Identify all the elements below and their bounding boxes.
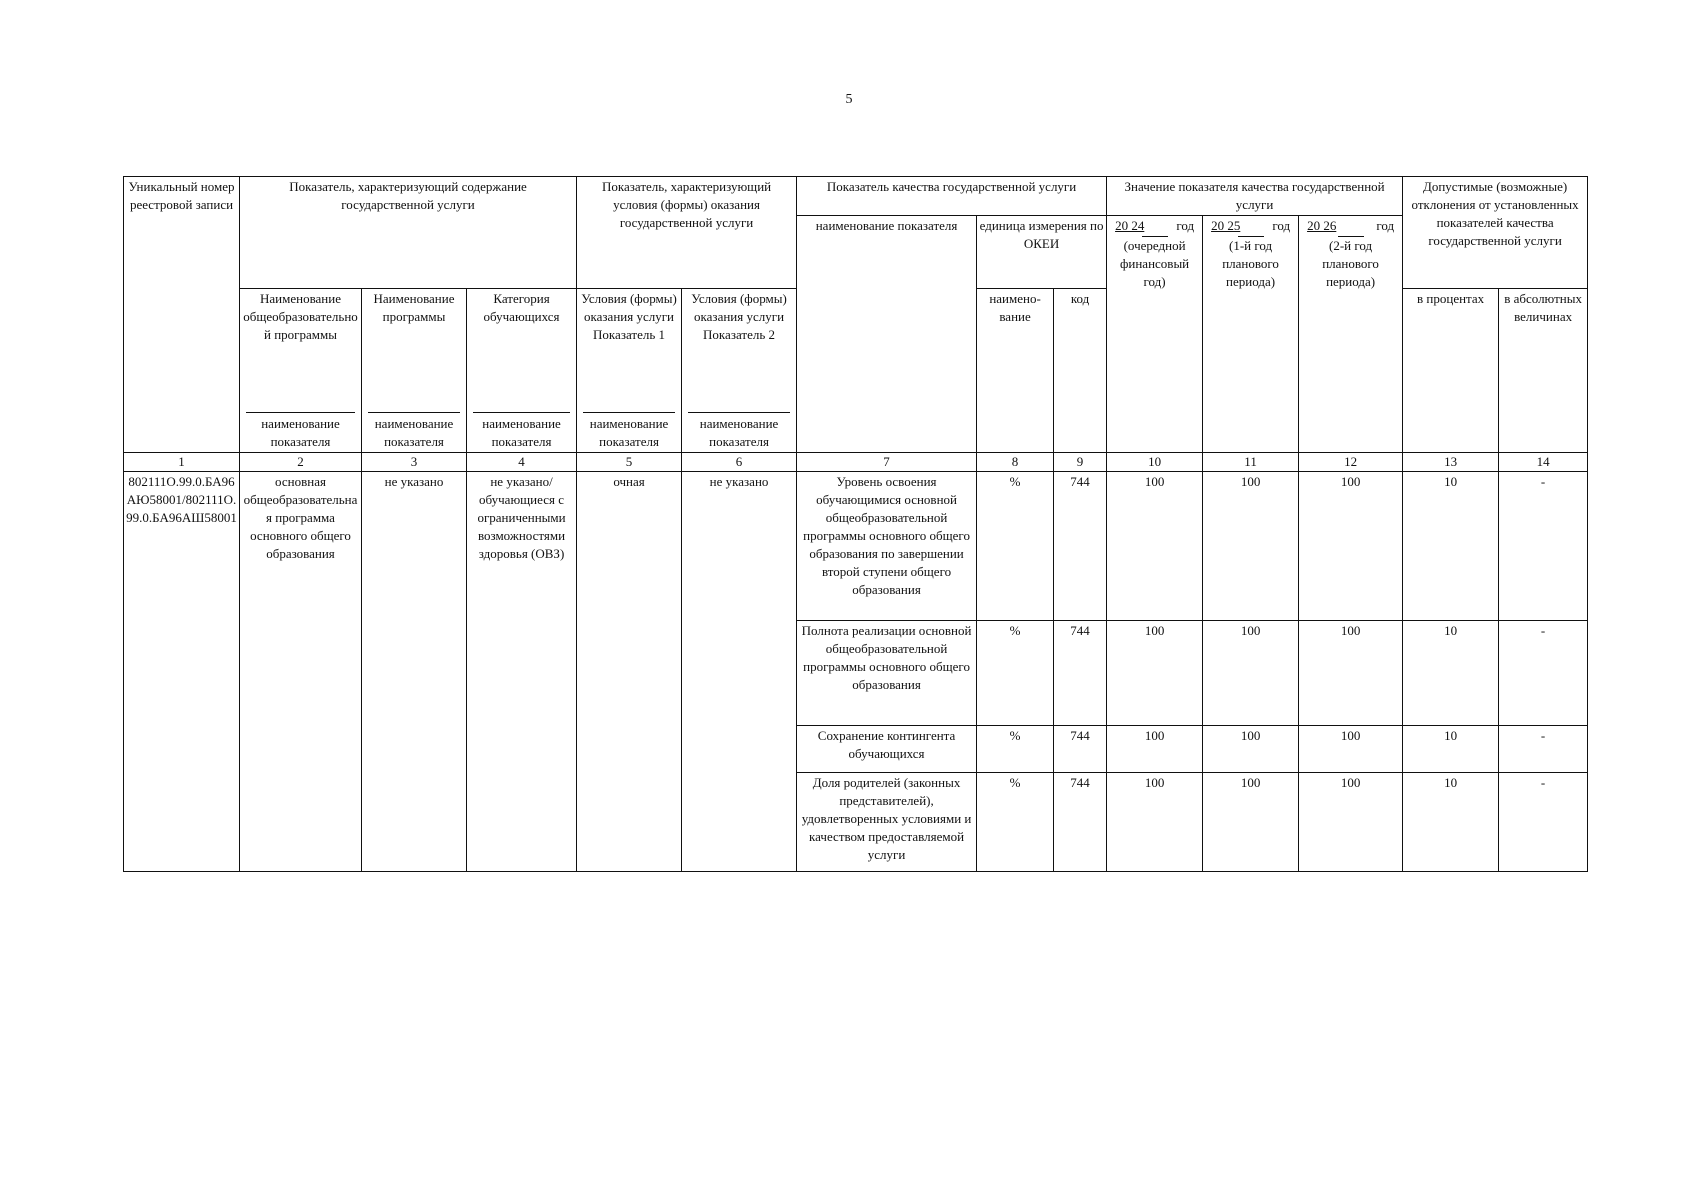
header-sub-3 [362, 289, 467, 453]
indicator-dev-percent: 10 [1403, 472, 1499, 621]
indicator-dev-percent: 10 [1403, 726, 1499, 773]
record-category: не указано/обучающиеся с ограниченными возможностями здоровья (ОВЗ) [467, 472, 577, 872]
record-condition-1: очная [577, 472, 682, 872]
header-year-1 [1107, 216, 1203, 453]
col-num: 14 [1499, 453, 1588, 472]
header-sub-6 [682, 289, 797, 453]
indicator-dev-percent: 10 [1403, 773, 1499, 872]
header-sub-4 [467, 289, 577, 453]
indicator-code: 744 [1054, 621, 1107, 726]
indicator-year-1: 100 [1107, 472, 1203, 621]
col-num: 7 [797, 453, 977, 472]
indicator-name: Доля родителей (законных представителей), удовлетворенных условиями и качеством предоставляемой услуги [797, 773, 977, 872]
col-num: 6 [682, 453, 797, 472]
table-row [124, 472, 1588, 621]
year-3-word: год [1376, 218, 1395, 233]
indicator-dev-absolute: - [1499, 621, 1588, 726]
year-2-note: (1-й год планового периода) [1222, 238, 1279, 289]
indicator-year-1: 100 [1107, 726, 1203, 773]
col-num: 11 [1203, 453, 1299, 472]
indicator-year-2: 100 [1203, 472, 1299, 621]
record-unique-number: 802111О.99.0.БА96АЮ58001/802111О.99.0.БА96АШ58001 [124, 472, 240, 872]
indicator-year-1: 100 [1107, 773, 1203, 872]
year-3-number: 20 26 [1307, 218, 1337, 233]
column-numbers-row [124, 453, 1588, 472]
header-dev-absolute: в абсолютных величинах [1499, 289, 1588, 453]
sub-3-caption: наименование показателя [368, 412, 460, 451]
indicator-name: Уровень освоения обучающимися основной общеобразовательной программы основного общего образования по завершении второй ступени общего образования [797, 472, 977, 621]
col-num: 2 [240, 453, 362, 472]
header-sub-2 [240, 289, 362, 453]
sub-2-caption: наименование показателя [246, 412, 355, 451]
header-quality-name: наименование показателя [797, 216, 977, 453]
indicator-name: Сохранение контингента обучающихся [797, 726, 977, 773]
indicator-year-3: 100 [1299, 621, 1403, 726]
header-content-group: Показатель, характеризующий содержание государственной услуги [240, 177, 577, 289]
indicator-code: 744 [1054, 726, 1107, 773]
indicator-dev-absolute: - [1499, 472, 1588, 621]
page-number: 5 [845, 92, 853, 107]
col-num: 8 [977, 453, 1054, 472]
year-2-word: год [1272, 218, 1291, 233]
sub-5-caption: наименование показателя [583, 412, 675, 451]
col-num: 9 [1054, 453, 1107, 472]
indicator-year-3: 100 [1299, 773, 1403, 872]
col-num: 4 [467, 453, 577, 472]
header-conditions-group: Показатель, характеризующий условия (формы) оказания государственной услуги [577, 177, 797, 289]
indicator-unit: % [977, 472, 1054, 621]
header-unit-code: код [1054, 289, 1107, 453]
col-num: 13 [1403, 453, 1499, 472]
indicator-unit: % [977, 726, 1054, 773]
year-1-number: 20 24 [1115, 218, 1145, 233]
indicator-year-3: 100 [1299, 472, 1403, 621]
indicator-unit: % [977, 773, 1054, 872]
header-row-1 [124, 177, 1588, 216]
sub-3-label: Наименование программы [373, 291, 455, 324]
header-sub-5 [577, 289, 682, 453]
header-unit-name: наимено-вание [977, 289, 1054, 453]
year-1-note: (очередной финансовый год) [1119, 238, 1190, 289]
header-quality-group: Показатель качества государственной услуги [797, 177, 1107, 216]
sub-4-caption: наименование показателя [473, 412, 570, 451]
sub-6-caption: наименование показателя [688, 412, 790, 451]
indicator-unit: % [977, 621, 1054, 726]
indicator-year-2: 100 [1203, 726, 1299, 773]
indicator-code: 744 [1054, 773, 1107, 872]
header-year-2 [1203, 216, 1299, 453]
indicator-dev-percent: 10 [1403, 621, 1499, 726]
sub-2-label: Наименование общеобразовательной программы [243, 291, 358, 342]
indicator-year-1: 100 [1107, 621, 1203, 726]
header-dev-percent: в процентах [1403, 289, 1499, 453]
header-year-3 [1299, 216, 1403, 453]
year-2-number: 20 25 [1211, 218, 1241, 233]
record-condition-2: не указано [682, 472, 797, 872]
quality-indicators-table [123, 176, 1588, 872]
indicator-code: 744 [1054, 472, 1107, 621]
record-program: не указано [362, 472, 467, 872]
header-deviation-group: Допустимые (возможные) отклонения от установленных показателей качества государственной услуги [1403, 177, 1588, 289]
header-unique-number: Уникальный номер реестровой записи [124, 177, 240, 453]
year-1-word: год [1176, 218, 1195, 233]
sub-6-label: Условия (формы) оказания услуги Показатель 2 [691, 291, 787, 342]
col-num: 10 [1107, 453, 1203, 472]
col-num: 1 [124, 453, 240, 472]
header-quality-unit: единица измерения по ОКЕИ [977, 216, 1107, 289]
indicator-dev-absolute: - [1499, 773, 1588, 872]
indicator-year-3: 100 [1299, 726, 1403, 773]
year-3-note: (2-й год планового периода) [1322, 238, 1379, 289]
sub-4-label: Категория обучающихся [483, 291, 560, 324]
indicator-dev-absolute: - [1499, 726, 1588, 773]
col-num: 5 [577, 453, 682, 472]
sub-5-label: Условия (формы) оказания услуги Показатель 1 [581, 291, 677, 342]
record-program-name: основная общеобразовательная программа основного общего образования [240, 472, 362, 872]
header-value-group: Значение показателя качества государственной услуги [1107, 177, 1403, 216]
indicator-year-2: 100 [1203, 621, 1299, 726]
col-num: 3 [362, 453, 467, 472]
indicator-name: Полнота реализации основной общеобразовательной программы основного общего образования [797, 621, 977, 726]
col-num: 12 [1299, 453, 1403, 472]
indicator-year-2: 100 [1203, 773, 1299, 872]
